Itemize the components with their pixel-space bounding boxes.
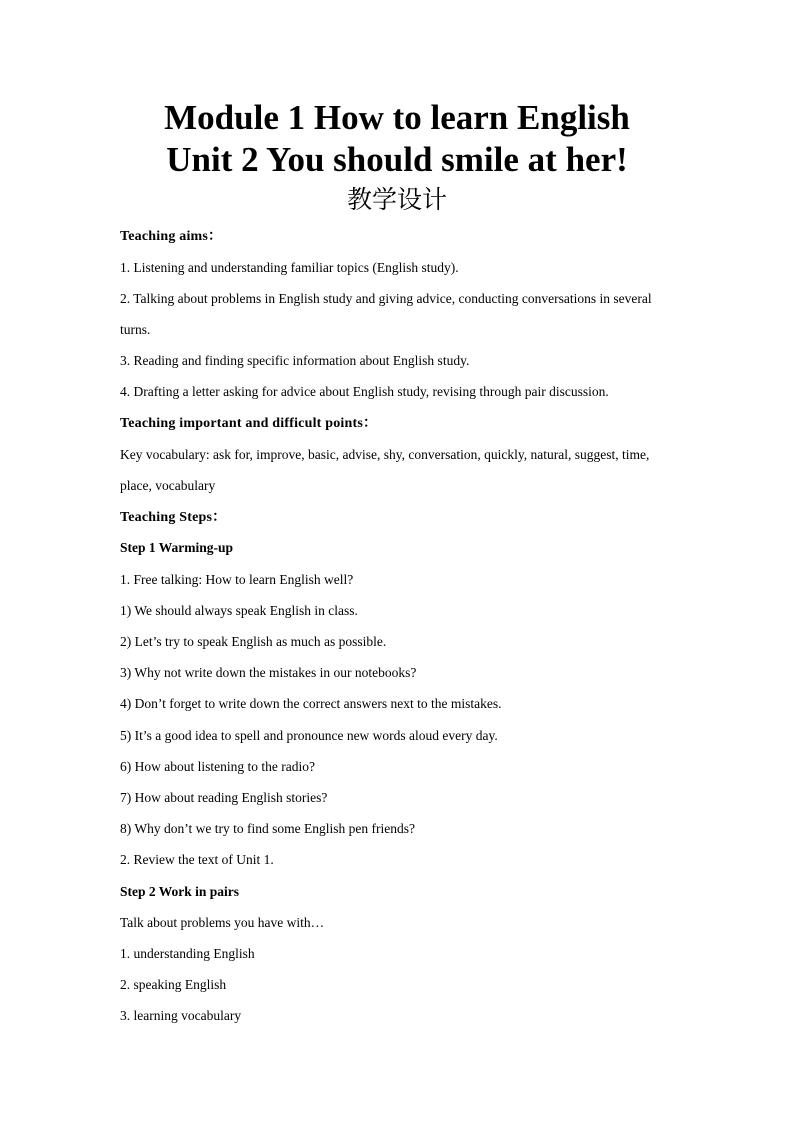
step1-line: 7) How about reading English stories? <box>120 790 328 805</box>
step1-title: Step 1 Warming-up <box>120 540 234 555</box>
step1-line: 5) It’s a good idea to spell and pronounce new words aloud every day. <box>120 728 498 743</box>
aim-item-4: 4. Drafting a letter asking for advice about English study, revising through pair discussion. <box>120 384 609 399</box>
step2-line: 2. speaking English <box>120 977 227 992</box>
document-title-line-2: Unit 2 You should smile at her! <box>166 140 628 179</box>
steps-heading: Teaching Steps： <box>120 510 227 525</box>
points-line-2: place, vocabulary <box>120 478 216 493</box>
aims-heading: Teaching aims： <box>120 229 223 244</box>
step1-line: 1. Free talking: How to learn English well? <box>120 572 354 587</box>
points-line-1: Key vocabulary: ask for, improve, basic, advise, shy, conversation, quickly, natural, suggest, time, <box>120 447 650 462</box>
aim-item-1: 1. Listening and understanding familiar topics (English study). <box>120 260 459 275</box>
step1-line: 1) We should always speak English in class. <box>120 603 358 618</box>
step1-line: 6) How about listening to the radio? <box>120 759 315 774</box>
step1-line: 3) Why not write down the mistakes in our notebooks? <box>120 665 417 680</box>
document-title-line-1: Module 1 How to learn English <box>164 98 630 137</box>
step1-line: 8) Why don’t we try to find some English pen friends? <box>120 821 415 836</box>
step2-line: 3. learning vocabulary <box>120 1008 242 1023</box>
aim-item-3: 3. Reading and finding specific information about English study. <box>120 353 470 368</box>
step1-line: 4) Don’t forget to write down the correct answers next to the mistakes. <box>120 696 502 711</box>
step2-line: Talk about problems you have with… <box>120 915 325 930</box>
step1-line: 2. Review the text of Unit 1. <box>120 852 274 867</box>
step1-line: 2) Let’s try to speak English as much as possible. <box>120 634 387 649</box>
step2-title: Step 2 Work in pairs <box>120 884 240 899</box>
aim-item-2: 2. Talking about problems in English study and giving advice, conducting conversations in several <box>120 291 652 306</box>
aim-item-2-continued: turns. <box>120 322 151 337</box>
points-heading: Teaching important and difficult points： <box>120 416 378 431</box>
document-subtitle: 教学设计 <box>346 185 447 214</box>
step2-line: 1. understanding English <box>120 946 255 961</box>
